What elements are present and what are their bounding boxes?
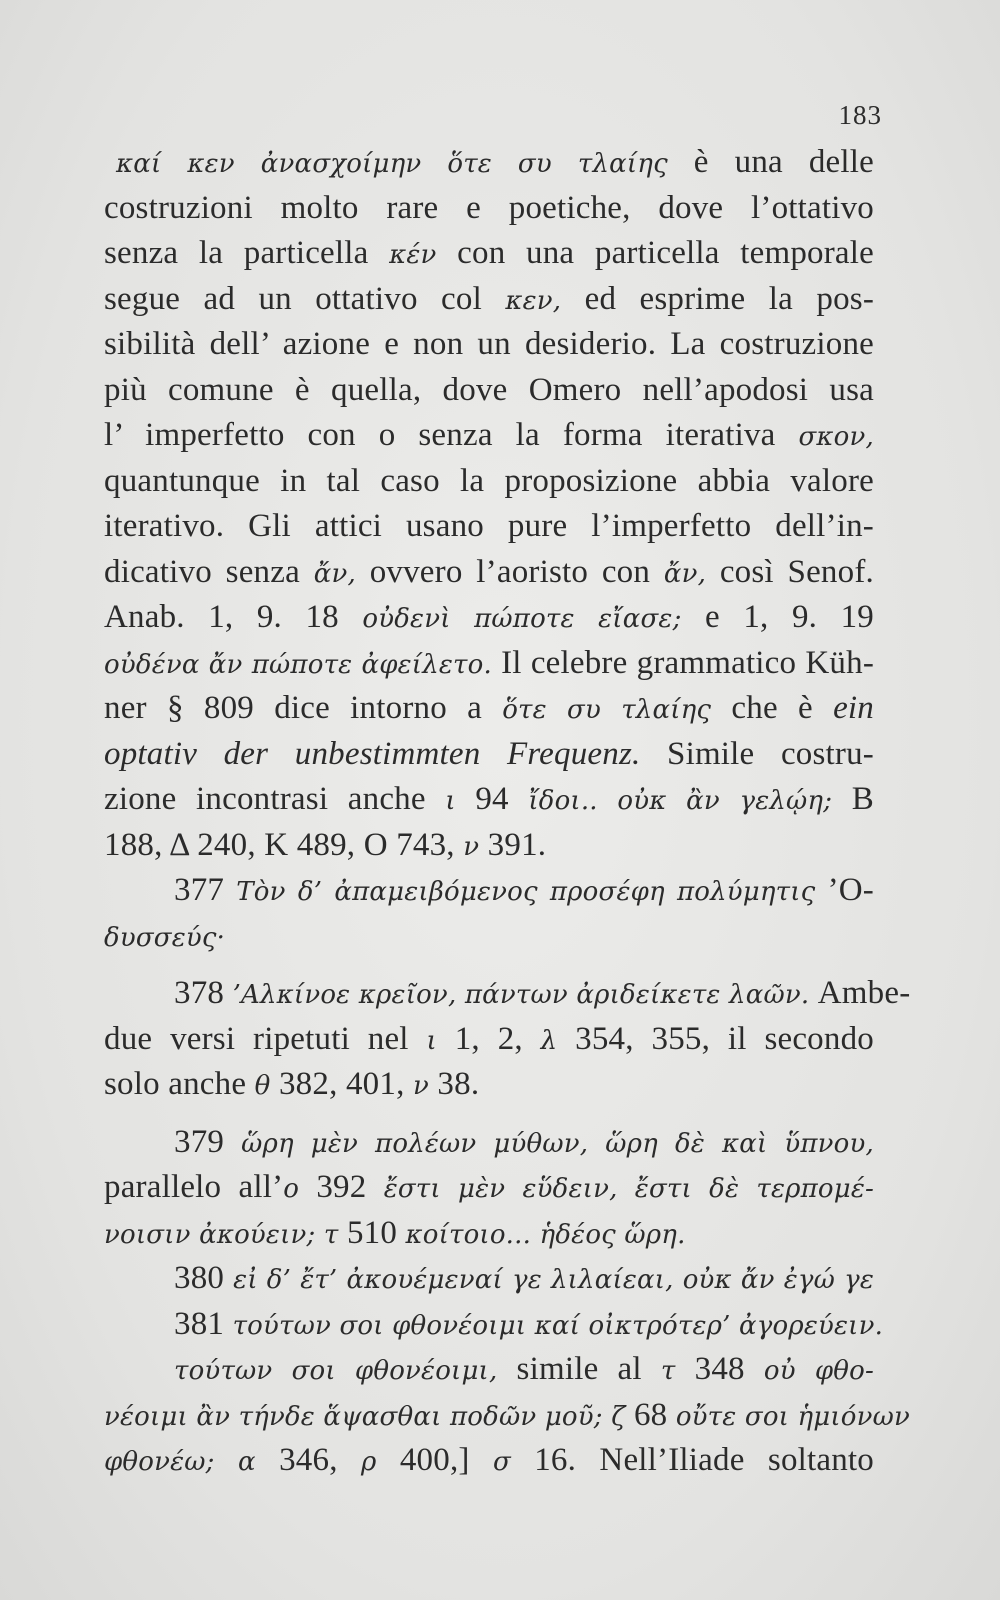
text-segment: solo anche (104, 1066, 255, 1102)
text-segment: 38. (428, 1066, 480, 1102)
text-segment: Il celebre grammatico Küh- (491, 644, 875, 681)
text-segment: 378 (174, 975, 233, 1011)
text-line (104, 368, 874, 414)
text-segment: 68 (625, 1396, 676, 1433)
text-segment: così Senof. (706, 553, 874, 590)
text-segment: parallelo all’ (104, 1169, 284, 1205)
text-line (104, 322, 874, 368)
text-segment: 381 (174, 1305, 233, 1342)
greek-text: οὐ φθο- (763, 1356, 874, 1386)
text-line (104, 1438, 874, 1484)
greek-text: ρ (361, 1447, 377, 1477)
greek-text: ι (426, 1025, 437, 1056)
text-segment: 392 (299, 1169, 384, 1205)
text-line (104, 1165, 874, 1211)
text-segment: Simile costru- (640, 735, 874, 772)
greek-text: λ (540, 1025, 558, 1056)
text-line (104, 140, 874, 186)
greek-text: σ (492, 1447, 511, 1477)
greek-text: ὅτε συ τλαίης (502, 695, 712, 725)
text-line (104, 1302, 884, 1348)
text-segment: 348 (675, 1351, 764, 1387)
text-segment: sibilità dell’ azione e non un desiderio. La costruzione (104, 326, 874, 362)
greek-text: ’Αλκίνοε κρεῖον, πάντων ἀριδείκετε λαῶν. (232, 980, 810, 1010)
greek-text: ἄν, (663, 558, 707, 589)
text-line (104, 595, 874, 641)
text-line (104, 1211, 874, 1257)
text-segment: Anab. 1, 9. 18 (104, 599, 363, 635)
text-segment: 16. Nell’Iliade soltanto (510, 1442, 874, 1478)
greek-text: ἔστι μὲν εὕδειν, ἔστι δὲ τερπομέ- (383, 1174, 874, 1204)
text-line (104, 186, 874, 232)
text-segment: senza la particella (104, 235, 390, 271)
text-segment: B (832, 781, 874, 817)
text-segment: zione incontrasi anche (104, 781, 446, 817)
text-line (104, 686, 874, 732)
greek-text: νέοιμι ἂν τήνδε ἅψασθαι ποδῶν μοῦ; ζ (104, 1401, 626, 1432)
greek-text: σκον, (798, 422, 874, 452)
text-line (104, 504, 874, 550)
greek-text: τ (660, 1356, 676, 1386)
text-segment: più comune è quella, dove Omero nell’apodosi usa (104, 371, 874, 408)
greek-text: δυσσεύς· (104, 922, 226, 953)
greek-text: ο (283, 1174, 300, 1204)
text-line (104, 413, 874, 459)
paragraph-gap (104, 1108, 874, 1120)
text-segment: 400,] (376, 1442, 493, 1478)
text-segment: ’O- (815, 872, 874, 908)
text-segment: e 1, 9. 19 (681, 599, 874, 635)
text-line (104, 777, 874, 823)
text-segment: dicativo senza (104, 553, 314, 590)
text-segment: quantunque in tal caso la proposizione abbia valore (104, 462, 874, 499)
greek-text: ι (445, 786, 456, 816)
text-line (104, 1256, 874, 1302)
text-segment: 354, 355, il secondo (557, 1020, 874, 1057)
greek-text: ὥρη μὲν πολέων μύθων, ὥρη δὲ καὶ ὕπνου, (241, 1128, 874, 1159)
text-segment: che è (711, 690, 834, 726)
text-segment: 391. (479, 826, 547, 863)
text-segment: ed esprime la pos- (561, 280, 875, 317)
greek-text: οὔτε σοι ἡμιόνων (675, 1401, 911, 1432)
text-line (104, 550, 874, 596)
greek-text: ἴδοι.. οὐκ ἂν γελῴη; (528, 786, 833, 816)
text-segment: l’ imperfetto con o senza la forma iterativa (104, 417, 799, 453)
text-segment: con una particella temporale (436, 235, 874, 271)
text-line (104, 277, 874, 323)
text-line (104, 971, 911, 1017)
greek-text: οὐδένα ἄν πώποτε ἀφείλετο. (104, 649, 492, 680)
text-line (104, 231, 874, 277)
greek-text: κοίτοιο... ἡδέος ὥρη. (405, 1219, 686, 1250)
text-segment: 382, 401, (270, 1066, 413, 1102)
greek-text: Τὸν δ’ ἀπαμειβόμενος προσέφη πολύμητις (236, 877, 816, 907)
greek-text: εἰ δ’ ἔτ’ ἀκουέμεναί γε λιλαίεαι, οὐκ ἄν ἐγώ γε (233, 1265, 874, 1295)
text-segment: segue ad un ottativo col (104, 280, 506, 317)
text-segment: due versi ripetuti nel (104, 1020, 427, 1057)
greek-text: ν (412, 1071, 429, 1101)
greek-text: τούτων σοι φθονέοιμι, (174, 1356, 498, 1386)
text-line (104, 641, 874, 687)
text-segment: Ambe- (809, 975, 911, 1011)
body-text (104, 140, 911, 1484)
text-line (104, 823, 874, 869)
greek-text: νοισιν ἀκούειν; τ (104, 1219, 339, 1250)
greek-text: οὐδενὶ πώποτε εἴασε; (362, 604, 682, 634)
text-segment: 346, (255, 1442, 361, 1478)
text-line (104, 1347, 874, 1393)
text-line (104, 1393, 911, 1439)
greek-text: τούτων σοι φθονέοιμι καί οἰκτρότερ’ ἀγορεύειν. (232, 1310, 884, 1341)
greek-text: ἄν, (313, 558, 356, 589)
text-segment: 510 (338, 1214, 406, 1251)
text-line (104, 1062, 874, 1108)
text-line (104, 1120, 874, 1166)
text-segment: è una delle (667, 144, 874, 180)
italic-text: optativ der unbestimmten Frequenz. (104, 735, 641, 772)
page-number: 183 (838, 100, 882, 130)
greek-text: φθονέω; α (104, 1447, 256, 1477)
greek-text: καί κεν ἀνασχοίμην ὅτε συ τλαίης (116, 149, 668, 179)
italic-text: ein (833, 690, 874, 726)
text-segment: simile al (497, 1351, 661, 1387)
text-segment: 377 (174, 872, 237, 908)
text-line (104, 459, 874, 505)
text-segment: iterativo. Gli attici usano pure l’imperfetto dell’in- (104, 508, 874, 544)
text-segment: 380 (174, 1260, 234, 1296)
greek-text: ν (463, 831, 480, 862)
text-segment: costruzioni molto rare e poetiche, dove l’ottativo (104, 189, 874, 226)
text-segment: 379 (174, 1123, 242, 1160)
text-line (104, 1017, 874, 1063)
greek-text: θ (254, 1071, 271, 1101)
text-segment: 94 (455, 781, 529, 817)
paragraph-gap (104, 959, 874, 971)
text-segment: ner § 809 dice intorno a (104, 690, 503, 726)
text-segment: 1, 2, (436, 1020, 541, 1057)
text-line (104, 732, 874, 778)
greek-text: κέν (389, 240, 437, 270)
text-line (104, 914, 874, 960)
greek-text: κεν, (505, 285, 562, 316)
text-line (104, 868, 874, 914)
text-segment: 188, Δ 240, K 489, O 743, (104, 826, 464, 863)
text-segment: ovvero l’aoristo con (355, 553, 664, 590)
